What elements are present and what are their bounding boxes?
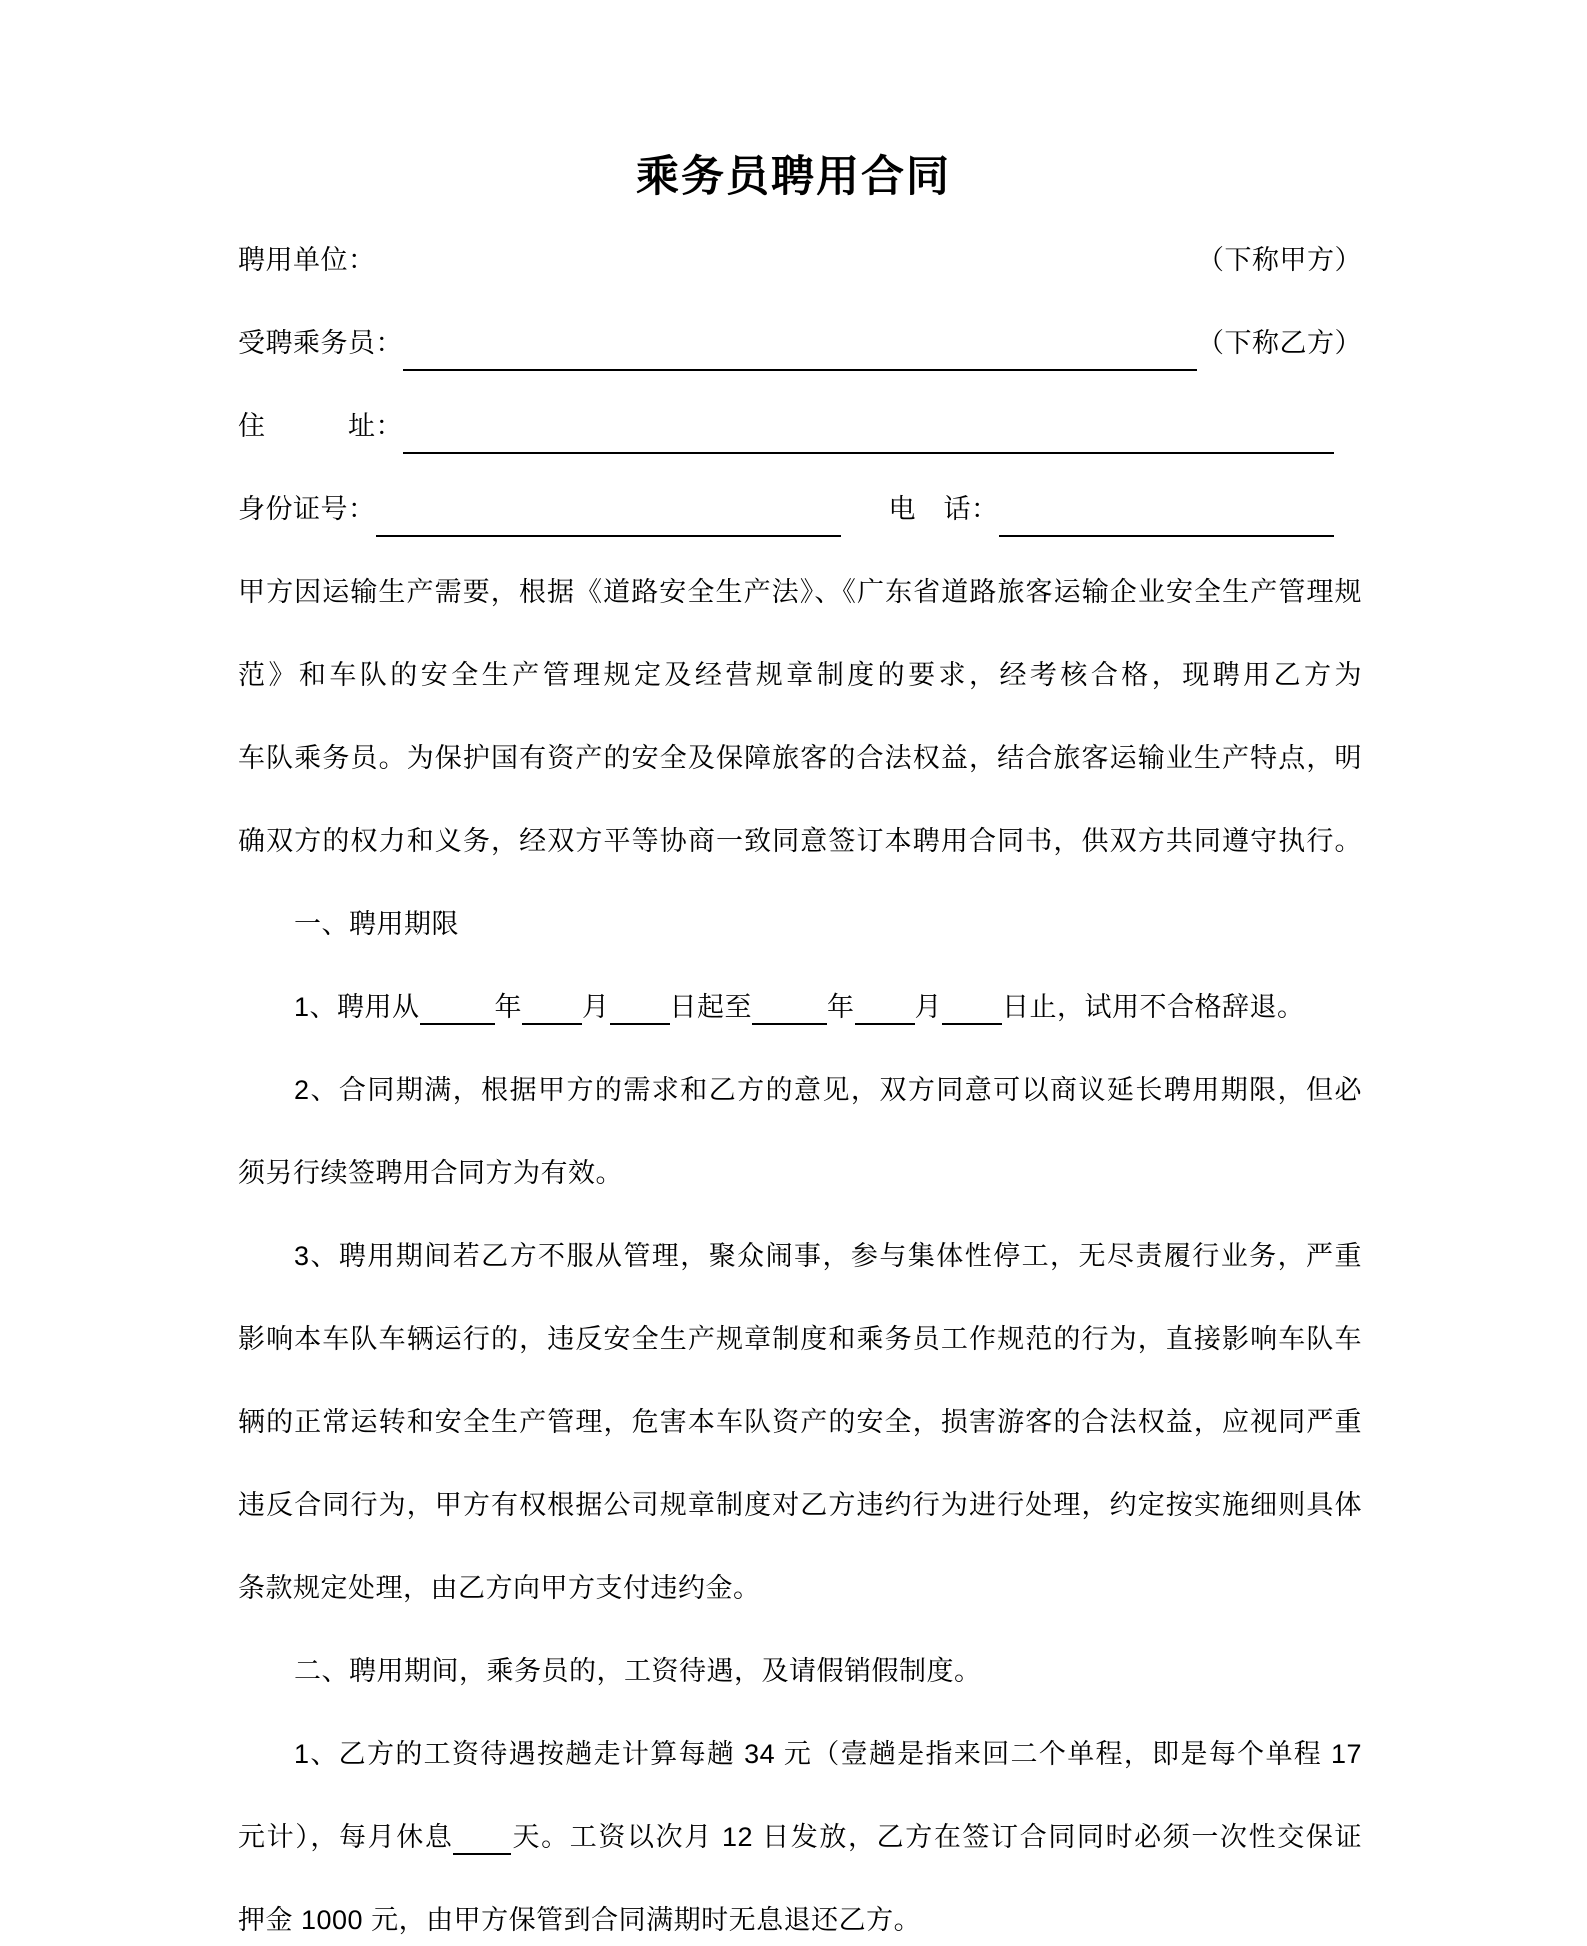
contract-line [238, 385, 1362, 468]
blank-underline-field [403, 385, 1334, 454]
contract-line: 1、乙方的工资待遇按趟走计算每趟 34 元（壹趟是指来回二个单程，即是每个单程 17 [294, 1739, 1362, 1769]
line-text: 受聘乘务员： [238, 328, 403, 358]
contract-line: 2、合同期满，根据甲方的需求和乙方的意见，双方同意可以商议延长聘用期限，但必 [294, 1075, 1362, 1105]
line-text: 身份证号： [238, 494, 376, 524]
line-text: （下称乙方） [1197, 328, 1362, 358]
blank-underline-field [942, 1013, 1002, 1025]
blank-underline-field [522, 1013, 582, 1025]
contract-body [238, 219, 1362, 1946]
contract-line: 车队乘务员。为保护国有资产的安全及保障旅客的合法权益，结合旅客运输业生产特点，明 [238, 743, 1362, 773]
line-text: 1、聘用从 [294, 992, 420, 1022]
contract-line [238, 219, 1362, 302]
contract-line: 一、聘用期限 [294, 909, 459, 939]
line-text: （下称甲方） [1197, 245, 1362, 275]
contract-line: 二、聘用期间，乘务员的，工资待遇，及请假销假制度。 [294, 1656, 982, 1686]
blank-underline-field [752, 1013, 827, 1025]
contract-line: 辆的正常运转和安全生产管理，危害本车队资产的安全，损害游客的合法权益，应视同严重 [238, 1407, 1362, 1437]
line-text: 电 话： [888, 494, 999, 524]
blank-underline-field [855, 1013, 915, 1025]
contract-line: 条款规定处理，由乙方向甲方支付违约金。 [238, 1573, 761, 1603]
blank-underline-field [403, 302, 1197, 371]
line-text: 元计），每月休息 [238, 1822, 454, 1852]
line-text: 月 [914, 992, 943, 1022]
contract-line: 范》和车队的安全生产管理规定及经营规章制度的要求，经考核合格，现聘用乙方为 [238, 660, 1362, 690]
blank-underline-field [999, 468, 1335, 537]
line-text: 年 [827, 992, 855, 1022]
blank-underline-field [610, 1013, 670, 1025]
contract-line: 甲方因运输生产需要，根据《道路安全生产法》、《广东省道路旅客运输企业安全生产管理规 [238, 577, 1362, 607]
line-text: 日起至 [669, 992, 753, 1022]
contract-line: 3、聘用期间若乙方不服从管理，聚众闹事，参与集体性停工，无尽责履行业务，严重 [294, 1241, 1362, 1271]
contract-line [238, 468, 1362, 551]
line-text: 年 [494, 992, 523, 1022]
blank-underline-field [420, 1013, 495, 1025]
line-text: 聘用单位： [238, 245, 376, 275]
line-text: 月 [582, 992, 610, 1022]
contract-line: 押金 1000 元，由甲方保管到合同满期时无息退还乙方。 [238, 1905, 922, 1935]
contract-line [238, 302, 1362, 385]
line-text: 住 址： [238, 411, 403, 441]
line-text: 日止，试用不合格辞退。 [1002, 992, 1305, 1022]
contract-line [238, 966, 1362, 1049]
blank-underline-field [376, 468, 841, 537]
document-title: 乘务员聘用合同 [636, 153, 951, 201]
contract-line [238, 1796, 1362, 1879]
line-text: 天。工资以次月 12 日发放，乙方在签订合同同时必须一次性交保证 [511, 1822, 1362, 1852]
contract-line: 影响本车队车辆运行的，违反安全生产规章制度和乘务员工作规范的行为，直接影响车队车 [238, 1324, 1362, 1354]
contract-line: 确双方的权力和义务，经双方平等协商一致同意签订本聘用合同书，供双方共同遵守执行。 [238, 826, 1362, 856]
contract-line: 违反合同行为，甲方有权根据公司规章制度对乙方违约行为进行处理，约定按实施细则具体 [238, 1490, 1362, 1520]
contract-line: 须另行续签聘用合同方为有效。 [238, 1158, 623, 1188]
blank-underline-field [453, 1843, 511, 1855]
